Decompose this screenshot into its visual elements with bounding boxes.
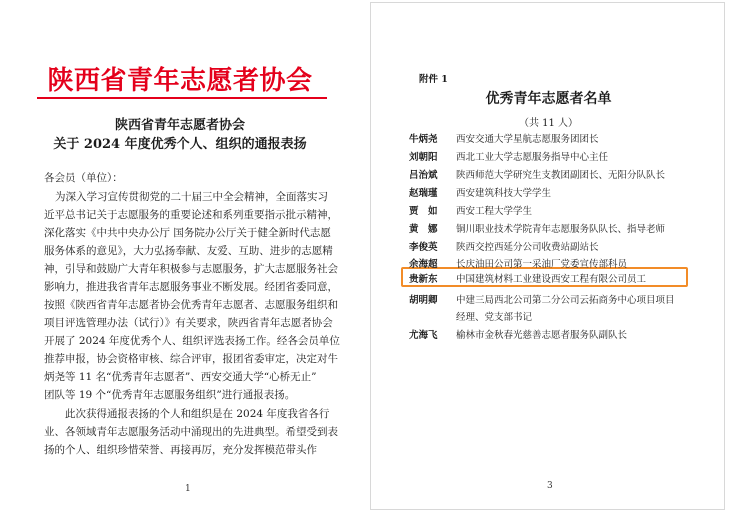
paragraph-line: 此次获得通报表扬的个人和组织是在 2024 年度我省各行 — [65, 408, 330, 420]
volunteer-name: 贵新东 — [409, 274, 438, 285]
volunteer-desc: 陕西交控西延分公司收费站副站长 — [456, 242, 599, 253]
page-number: 3 — [547, 481, 553, 491]
paragraph-line: 影响力，推进我省青年志愿服务事业不断发展。经团省委同意， — [44, 281, 338, 293]
notice-title-line-1: 陕西省青年志愿者协会 — [114, 118, 245, 133]
volunteer-name: 李俊英 — [409, 242, 438, 253]
paragraph-line: 扬的个人、组织珍惜荣誉、再接再厉，充分发挥模范带头作 — [44, 444, 317, 456]
paragraph-line: 推荐申报，协会资格审核、综合评审，报团省委审定，决定对牛 — [44, 353, 338, 365]
volunteer-name: 黄 娜 — [409, 224, 438, 235]
paragraph-line: 神，引导和鼓励广大青年积极参与志愿服务，扩大志愿服务社会 — [44, 263, 338, 275]
paragraph-line: 服务体系的意见》，大力弘扬奉献、友爱、互助、进步的志愿精 — [44, 245, 333, 257]
paragraph-line: 项目评选管理办法（试行）》有关要求，陕西省青年志愿者协会 — [44, 317, 333, 329]
volunteer-name: 尤海飞 — [409, 330, 438, 341]
volunteer-desc: 西安工程大学学生 — [456, 206, 533, 217]
notice-title-line-2: 关于 2024 年度优秀个人、组织的通报表扬 — [53, 137, 307, 152]
header-red-rule — [37, 97, 327, 99]
page-number: 1 — [185, 484, 191, 494]
paragraph-line: 为深入学习宣传贯彻党的二十届三中全会精神，全面落实习 — [55, 191, 328, 203]
volunteer-desc: 中国建筑材料工业建设西安工程有限公司员工 — [456, 274, 647, 285]
paragraph-line: 开展了 2024 年度优秀个人、组织评选表扬工作。经各会员单位 — [44, 335, 340, 347]
volunteer-desc: 西北工业大学志愿服务指导中心主任 — [456, 152, 609, 163]
attachment-label: 附件 1 — [419, 74, 448, 85]
paragraph-line: 深化落实《中共中央办公厅 国务院办公厅关于健全新时代志愿 — [44, 227, 331, 239]
volunteer-name: 刘朝阳 — [409, 152, 438, 163]
salutation: 各会员（单位）： — [44, 172, 123, 184]
volunteer-desc: 中建三局西北公司第二分公司云拓商务中心项目项目 — [456, 295, 675, 306]
paragraph-line: 近平总书记关于志愿服务的重要论述和系列重要指示批示精神， — [44, 209, 338, 221]
volunteer-name: 余海超 — [409, 259, 438, 270]
volunteer-desc: 西安交通大学星航志愿服务团团长 — [456, 134, 599, 145]
page-gutter — [353, 0, 370, 512]
list-title: 优秀青年志愿者名单 — [485, 91, 612, 107]
volunteer-desc: 西安建筑科技大学学生 — [456, 188, 552, 199]
volunteer-desc: 经理、党支部书记 — [456, 312, 533, 323]
volunteer-desc: 长庆油田公司第一采油厂党委宣传部科员 — [456, 259, 628, 270]
volunteer-name: 赵瑞瑾 — [409, 188, 438, 199]
paragraph-line: 团队等 19 个“优秀青年志愿服务组织”进行通报表扬。 — [44, 389, 296, 401]
volunteer-desc: 铜川职业技术学院青年志愿服务队队长、指导老师 — [456, 224, 666, 235]
document-page-3 — [370, 2, 725, 510]
volunteer-desc: 榆林市金秋春光慈善志愿者服务队副队长 — [456, 330, 628, 341]
list-count: （共 11 人） — [518, 118, 579, 129]
paragraph-line: 按照《陕西省青年志愿者协会优秀青年志愿者、志愿服务组织和 — [44, 299, 338, 311]
volunteer-name: 贾 如 — [409, 206, 438, 217]
volunteer-desc: 陕西师范大学研究生支教团副团长、无阳分队队长 — [456, 170, 666, 181]
paragraph-line: 业、各领域青年志愿服务活动中涌现出的先进典型。希望受到表 — [44, 426, 338, 438]
org-red-header: 陕西省青年志愿者协会 — [47, 66, 313, 96]
volunteer-name: 吕治斌 — [409, 170, 438, 181]
volunteer-name: 胡明卿 — [409, 295, 438, 306]
volunteer-name: 牛炳尧 — [409, 134, 438, 145]
document-page-1 — [7, 2, 353, 510]
paragraph-line: 炳尧等 11 名“优秀青年志愿者”、西安交通大学“心桥无止” — [44, 371, 317, 383]
